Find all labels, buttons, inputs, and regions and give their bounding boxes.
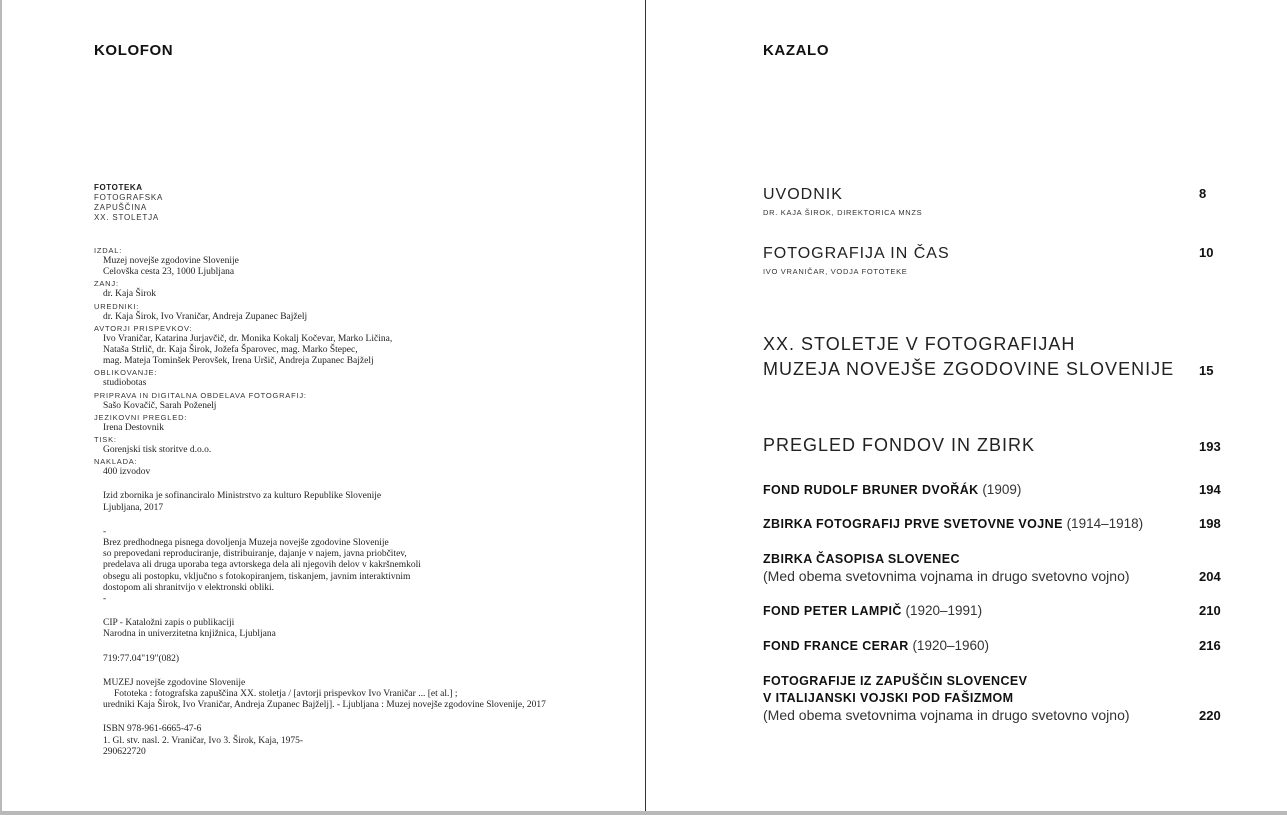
copyright-line: dostopom ali shranitvijo v elektronski obliki. [103,582,274,593]
separator-dash: - [103,526,107,537]
for-publisher-label: ZANJ: [94,279,119,289]
publisher-address: Celovška cesta 23, 1000 Ljubljana [103,267,235,278]
photo-prep-value: Sašo Kovačič, Sarah Poženelj [103,400,217,411]
page-kazalo [646,0,1287,811]
udk-code: 719:77.04"19"(082) [103,653,180,664]
toc-entry-years: (1920–1991) [901,603,983,618]
toc-entry-title: FOND RUDOLF BRUNER DVOŘÁK [763,483,979,497]
cobiss-id: 290622720 [103,746,146,757]
editors-label: UREDNIKI: [94,301,140,311]
toc-page-number: 194 [1199,482,1221,497]
toc-entry [763,673,1233,724]
book-title-line2: FOTOGRAFSKA [94,193,164,202]
toc-entry-years: (1909) [978,482,1022,497]
print-value: Gorenjski tisk storitve d.o.o. [103,445,212,456]
print-run-label: NAKLADA: [94,457,138,467]
print-label: TISK: [94,435,117,445]
authors-line: Ivo Vraničar, Katarina Jurjavčič, dr. Monika Kokalj Kočevar, Marko Ličina, [103,333,393,344]
page-heading-kazalo: KAZALO [763,42,830,59]
design-label: OBLIKOVANJE: [94,368,158,378]
page-kolofon [2,0,645,811]
toc-page-number: 210 [1199,603,1221,618]
toc-entry-author: DR. KAJA ŠIROK, DIREKTORICA MNZS [763,208,923,217]
toc-entry [763,551,1233,585]
book-title-line1: FOTOTEKA [94,183,143,192]
toc-page-number: 216 [1199,638,1221,653]
toc-entry-title: PREGLED FONDOV IN ZBIRK [763,435,1036,455]
cip-heading: CIP - Kataložni zapis o publikaciji [103,618,235,629]
copyright-line: Brez predhodnega pisnega dovoljenja Muzeja novejše zgodovine Slovenije [103,538,389,549]
proofreading-label: JEZIKOVNI PREGLED: [94,412,188,422]
editors-value: dr. Kaja Širok, Ivo Vraničar, Andreja Zupanec Bajželj [103,311,308,322]
book-title-line3: ZAPUŠČINA [94,203,147,212]
toc-page-number: 220 [1199,708,1221,723]
proofreading-value: Irena Destovnik [103,422,164,433]
catalog-entry-editors: uredniki Kaja Širok, Ivo Vraničar, Andreja Zupanec Bajželj]. - Ljubljana : Muzej novejše zgodovine Slovenije, 2017 [103,700,546,711]
funding-note: Izid zbornika je sofinanciralo Ministrstvo za kulturo Republike Slovenije [103,491,382,502]
toc-page-number: 8 [1199,186,1207,201]
toc-entry-title-line2: MUZEJA NOVEJŠE ZGODOVINE SLOVENIJE [763,359,1175,379]
toc-page-number: 198 [1199,516,1221,531]
toc-entry [763,515,1233,533]
catalog-entry-title: Fototeka : fotografska zapuščina XX. stoletja / [avtorji prispevkov Ivo Vraničar ... [et al.] ; [114,689,458,700]
toc-entry-title: FOND PETER LAMPIČ [763,604,902,618]
toc-entry [763,185,1233,217]
toc-entry [763,602,1233,620]
book-title [94,183,163,223]
toc-entry [763,481,1233,499]
toc-entry-note: (Med obema svetovnima vojnama in drugo svetovno vojno) [763,568,1130,584]
toc-entry-title: ZBIRKA FOTOGRAFIJ PRVE SVETOVNE VOJNE [763,517,1063,531]
authors-label: AVTORJI PRISPEVKOV: [94,323,193,333]
copyright-line: obsegu ali postopku, vključno s fotokopiranjem, tiskanjem, javnim interaktivnim [103,571,411,582]
bottom-border [0,811,1287,815]
toc-entry-author: IVO VRANIČAR, VODJA FOTOTEKE [763,267,908,276]
catalog-entry-main: MUZEJ novejše zgodovine Slovenije [103,677,246,688]
page-heading-kolofon: KOLOFON [94,42,174,59]
toc-page-number: 15 [1199,363,1214,378]
toc-entry-note: (Med obema svetovnima vojnama in drugo svetovno vojno) [763,707,1130,723]
publisher-name: Muzej novejše zgodovine Slovenije [103,256,239,266]
isbn: ISBN 978-961-6665-47-6 [103,724,202,735]
toc-entry-title: ZBIRKA ČASOPISA SLOVENEC [763,552,960,566]
toc-entry [763,637,1233,655]
design-value: studiobotas [103,378,147,389]
copyright-line: predelava ali druga uporaba tega avtorskega dela ali njegovih delov v kakršnemkoli [103,560,421,571]
toc-page-number: 193 [1199,439,1221,454]
copyright-line: so prepovedani reproduciranje, distribuiranje, dajanje v najem, javna priobčitev, [103,549,407,560]
toc-entry [763,332,1233,382]
toc-entry-years: (1914–1918) [1062,516,1144,531]
print-run-value: 400 izvodov [103,467,151,478]
toc-entry-years: (1920–1960) [908,638,990,653]
toc-entry [763,244,1233,276]
toc-entry-title-line1: XX. STOLETJE V FOTOGRAFIJAH [763,334,1076,354]
place-year: Ljubljana, 2017 [103,502,164,513]
toc-entry [763,433,1233,458]
authors-line: Nataša Strlič, dr. Kaja Širok, Jožefa Šparovec, mag. Marko Štepec, [103,345,358,356]
book-title-line4: XX. STOLETJA [94,213,160,222]
toc-entry-title-line2: V ITALIJANSKI VOJSKI POD FAŠIZMOM [763,691,1014,705]
toc-entry-title: FOND FRANCE CERAR [763,639,909,653]
catalog-subjects: 1. Gl. stv. nasl. 2. Vraničar, Ivo 3. Širok, Kaja, 1975- [103,735,304,746]
photo-prep-label: PRIPRAVA IN DIGITALNA OBDELAVA FOTOGRAFIJ: [94,390,307,400]
toc-entry-title: FOTOGRAFIJA IN ČAS [763,245,950,262]
toc-entry-title: UVODNIK [763,186,843,203]
toc-page-number: 10 [1199,245,1214,260]
publisher-label: IZDAL: [94,246,123,255]
for-publisher-value: dr. Kaja Širok [103,289,157,300]
authors-line: mag. Mateja Tominšek Perovšek, Irena Uršič, Andreja Zupanec Bajželj [103,356,374,367]
toc-page-number: 204 [1199,569,1221,584]
toc-entry-title-line1: FOTOGRAFIJE IZ ZAPUŠČIN SLOVENCEV [763,674,1028,688]
cip-library: Narodna in univerzitetna knjižnica, Ljubljana [103,629,276,640]
separator-dash: - [103,594,107,605]
colophon [94,245,634,758]
